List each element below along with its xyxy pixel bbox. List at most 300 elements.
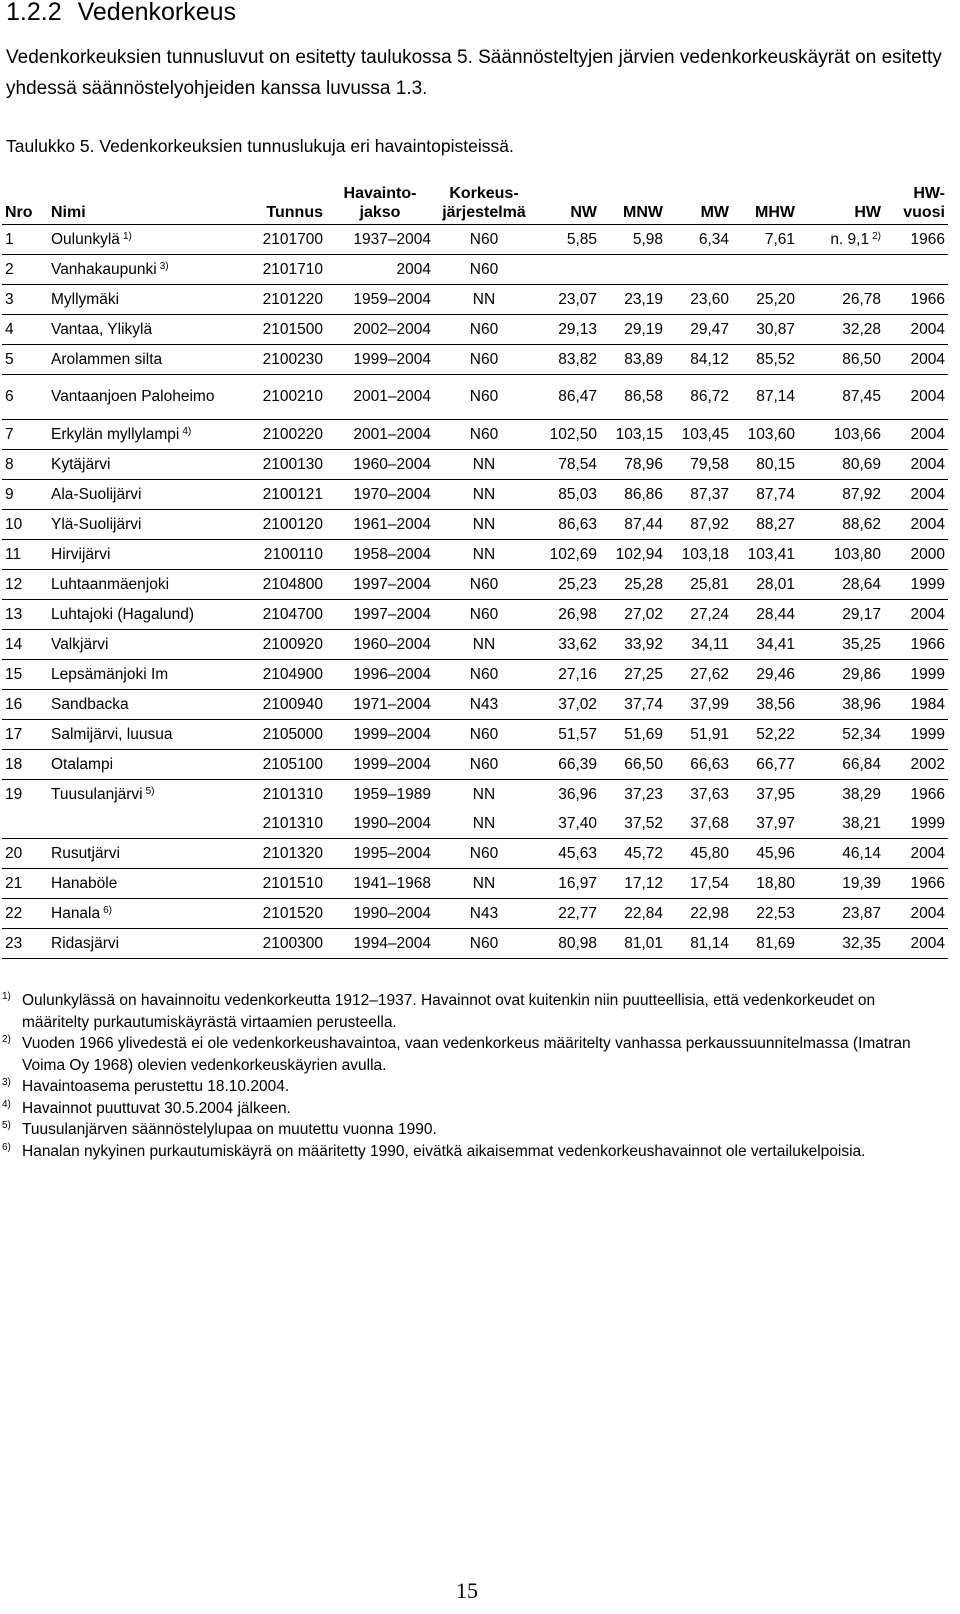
cell-tunnus: 2101510 <box>240 869 326 899</box>
cell-mhw: 34,41 <box>732 630 798 660</box>
cell-nro: 3 <box>2 285 48 315</box>
cell-nro: 18 <box>2 750 48 780</box>
cell-nro: 2 <box>2 255 48 285</box>
cell-nw: 85,03 <box>534 480 600 510</box>
header-korkeusjarjestelma: Korkeus- järjestelmä <box>434 172 534 225</box>
cell-mnw: 66,50 <box>600 750 666 780</box>
cell-nw: 16,97 <box>534 869 600 899</box>
cell-jakso: 1937–2004 <box>326 225 434 255</box>
cell-nw: 29,13 <box>534 315 600 345</box>
cell-mnw: 45,72 <box>600 839 666 869</box>
cell-nro: 20 <box>2 839 48 869</box>
table-caption: Taulukko 5. Vedenkorkeuksien tunnuslukuja eri havaintopisteissä. <box>6 136 514 156</box>
cell-nro: 5 <box>2 345 48 375</box>
footnote-ref: 5) <box>145 785 155 797</box>
cell-hw-vuosi: 2002 <box>884 750 948 780</box>
footnote-text: Tuusulanjärven säännöstelylupaa on muutettu vuonna 1990. <box>22 1121 437 1138</box>
cell-korkeusjarjestelma: N43 <box>434 899 534 929</box>
cell-jakso: 1990–2004 <box>326 899 434 929</box>
cell-tunnus: 2101320 <box>240 839 326 869</box>
cell-nro: 1 <box>2 225 48 255</box>
cell-nimi: Arolammen silta <box>48 345 240 375</box>
cell-nw: 33,62 <box>534 630 600 660</box>
cell-jakso: 1941–1968 <box>326 869 434 899</box>
cell-hw-vuosi: 1999 <box>884 720 948 750</box>
cell-nw: 37,02 <box>534 690 600 720</box>
cell-nimi: Vanhakaupunki $^{3)}$ <box>48 255 240 285</box>
cell-hw-vuosi: 2004 <box>884 899 948 929</box>
cell-mhw: 30,87 <box>732 315 798 345</box>
cell-mnw: 23,19 <box>600 285 666 315</box>
cell-mw: 27,24 <box>666 600 732 630</box>
cell-mnw: 81,01 <box>600 929 666 959</box>
cell-korkeusjarjestelma: NN <box>434 450 534 480</box>
table-row <box>2 630 948 660</box>
table-row <box>2 420 948 450</box>
cell-jakso: 1961–2004 <box>326 510 434 540</box>
cell-mw: 27,62 <box>666 660 732 690</box>
footnote-text: Hanalan nykyinen purkautumiskäyrä on määritetty 1990, eivätkä aikaisemmat vedenkorkeushavainnot ole vertailukelpoisia. <box>22 1142 866 1160</box>
cell-nw: 5,85 <box>534 225 600 255</box>
cell-mhw: 87,74 <box>732 480 798 510</box>
cell-mhw <box>732 255 798 285</box>
table-row <box>2 690 948 720</box>
cell-nimi: Ridasjärvi <box>48 929 240 959</box>
cell-nimi: Rusutjärvi <box>48 839 240 869</box>
header-mnw: MNW <box>600 172 666 225</box>
cell-korkeusjarjestelma: N60 <box>434 600 534 630</box>
cell-korkeusjarjestelma: N60 <box>434 720 534 750</box>
cell-mw <box>666 255 732 285</box>
cell-tunnus: 2100130 <box>240 450 326 480</box>
cell-nimi: Lepsämänjoki Im <box>48 660 240 690</box>
cell-nimi: Vantaanjoen Paloheimo <box>48 375 240 420</box>
cell-jakso: 1997–2004 <box>326 600 434 630</box>
cell-tunnus: 2104700 <box>240 600 326 630</box>
cell-mnw: 103,15 <box>600 420 666 450</box>
intro-paragraph: Vedenkorkeuksien tunnusluvut on esitetty taulukossa 5. Säännösteltyjen järvien vedenkorkeuskäyrät on esitetty yhdessä säännöstelyohjeiden kanssa luvussa 1.3. <box>6 47 942 99</box>
cell-mnw: 29,19 <box>600 315 666 345</box>
cell-nw: 102,50 <box>534 420 600 450</box>
table-row <box>2 315 948 345</box>
cell-jakso: 2001–2004 <box>326 420 434 450</box>
header-mhw: MHW <box>732 172 798 225</box>
cell-hw: 29,17 <box>798 600 884 630</box>
cell-tunnus: 2100920 <box>240 630 326 660</box>
cell-mw: 22,98 <box>666 899 732 929</box>
cell-hw-vuosi: 1966 <box>884 630 948 660</box>
cell-tunnus: 2101710 <box>240 255 326 285</box>
cell-hw: 38,21 <box>798 809 884 839</box>
table-row <box>2 450 948 480</box>
cell-tunnus: 2100220 <box>240 420 326 450</box>
cell-nimi: Oulunkylä $^{1)}$ <box>48 225 240 255</box>
cell-jakso: 1999–2004 <box>326 345 434 375</box>
cell-nro: 23 <box>2 929 48 959</box>
cell-mw: 23,60 <box>666 285 732 315</box>
cell-mw: 79,58 <box>666 450 732 480</box>
table-row <box>2 720 948 750</box>
cell-hw-vuosi: 2004 <box>884 345 948 375</box>
footnote <box>2 1033 942 1076</box>
cell-hw: 35,25 <box>798 630 884 660</box>
cell-hw: 88,62 <box>798 510 884 540</box>
cell-tunnus: 2100940 <box>240 690 326 720</box>
cell-hw-vuosi: 1966 <box>884 285 948 315</box>
cell-mw: 103,45 <box>666 420 732 450</box>
cell-jakso: 1996–2004 <box>326 660 434 690</box>
page-number: 15 <box>456 1578 478 1603</box>
table-row <box>2 375 948 420</box>
cell-tunnus: 2104800 <box>240 570 326 600</box>
cell-mnw: 17,12 <box>600 869 666 899</box>
cell-mw: 17,54 <box>666 869 732 899</box>
cell-korkeusjarjestelma: NN <box>434 480 534 510</box>
header-nro: Nro <box>2 172 48 225</box>
cell-hw-vuosi: 1999 <box>884 660 948 690</box>
cell-korkeusjarjestelma: N60 <box>434 929 534 959</box>
cell-nw: 80,98 <box>534 929 600 959</box>
cell-mnw: 86,86 <box>600 480 666 510</box>
cell-korkeusjarjestelma: N60 <box>434 660 534 690</box>
table-row <box>2 809 948 839</box>
cell-mnw <box>600 255 666 285</box>
cell-hw: 103,66 <box>798 420 884 450</box>
cell-mnw: 86,58 <box>600 375 666 420</box>
footnote-text: Havaintoasema perustettu 18.10.2004. <box>22 1078 290 1095</box>
cell-korkeusjarjestelma: N43 <box>434 690 534 720</box>
cell-tunnus: 2100121 <box>240 480 326 510</box>
cell-nro: 6 <box>2 375 48 420</box>
cell-hw-vuosi: 1999 <box>884 809 948 839</box>
cell-hw-vuosi: 1966 <box>910 785 945 803</box>
cell-mhw: 85,52 <box>732 345 798 375</box>
cell-mw: 37,68 <box>666 809 732 839</box>
cell-korkeusjarjestelma: N60 <box>434 225 534 255</box>
cell-tunnus: 2105000 <box>240 720 326 750</box>
cell-jakso: 1999–2004 <box>326 750 434 780</box>
cell-tunnus: 2100120 <box>240 510 326 540</box>
cell-mhw: 28,01 <box>732 570 798 600</box>
cell-nro: 14 <box>2 630 48 660</box>
cell-nw: 23,07 <box>534 285 600 315</box>
cell-hw-vuosi: 2004 <box>884 839 948 869</box>
cell-nw: 26,98 <box>534 600 600 630</box>
cell-korkeusjarjestelma: NN <box>434 510 534 540</box>
footnote-ref: 1) <box>122 230 132 242</box>
cell-nro <box>2 809 48 839</box>
cell-mhw: 37,97 <box>732 809 798 839</box>
footnote-mark: 3) <box>2 1077 11 1088</box>
cell-hw: 86,50 <box>798 345 884 375</box>
cell-hw: 87,45 <box>798 375 884 420</box>
cell-mhw: 103,41 <box>732 540 798 570</box>
cell-mhw: 22,53 <box>732 899 798 929</box>
header-jakso: Havainto- jakso <box>326 172 434 225</box>
cell-tunnus: 2100110 <box>240 540 326 570</box>
footnote-mark: 2) <box>2 1034 11 1045</box>
cell-mhw: 87,14 <box>732 375 798 420</box>
table-row <box>2 929 948 959</box>
footnote-text: Oulunkylässä on havainnoitu vedenkorkeutta 1912–1937. Havainnot ovat kuitenkin niin puutteellisia, että vedenkorkeudet on määritelty purkautumiskäyrästä virtaamien perusteella. <box>22 992 876 1031</box>
cell-mw: 81,14 <box>666 929 732 959</box>
cell-hw: 32,28 <box>798 315 884 345</box>
cell-korkeusjarjestelma: NN <box>434 809 534 839</box>
cell-mnw: 22,84 <box>600 899 666 929</box>
header-mw: MW <box>666 172 732 225</box>
cell-mnw: 25,28 <box>600 570 666 600</box>
cell-hw-vuosi: 2004 <box>884 375 948 420</box>
cell-hw: 26,78 <box>798 285 884 315</box>
cell-jakso: 1959–2004 <box>326 285 434 315</box>
cell-nro: 11 <box>2 540 48 570</box>
cell-nro: 17 <box>2 720 48 750</box>
cell-hw: 23,87 <box>798 899 884 929</box>
table-row <box>2 780 948 810</box>
table-row <box>2 600 948 630</box>
footnote-mark: 4) <box>2 1098 11 1110</box>
cell-jakso: 1990–2004 <box>326 809 434 839</box>
cell-korkeusjarjestelma: N60 <box>434 375 534 420</box>
cell-korkeusjarjestelma: NN <box>434 540 534 570</box>
cell-korkeusjarjestelma: N60 <box>434 750 534 780</box>
cell-mhw: 29,46 <box>732 660 798 690</box>
cell-jakso: 1959–1989 <box>353 785 431 803</box>
cell-nw: 37,40 <box>534 809 600 839</box>
cell-jakso: 1997–2004 <box>326 570 434 600</box>
cell-tunnus: 2101310 <box>240 809 326 839</box>
cell-nro: 19 <box>5 785 23 803</box>
cell-nimi: Myllymäki <box>48 285 240 315</box>
cell-hw: 38,96 <box>798 690 884 720</box>
cell-korkeusjarjestelma: N60 <box>434 570 534 600</box>
cell-hw-vuosi: 1966 <box>884 869 948 899</box>
section-number: 1.2.2 <box>6 0 62 26</box>
cell-mhw: 7,61 <box>732 225 798 255</box>
cell-tunnus: 2104900 <box>240 660 326 690</box>
cell-mnw: 102,94 <box>600 540 666 570</box>
cell-mw: 103,18 <box>666 540 732 570</box>
header-hw: HW <box>798 172 884 225</box>
cell-nro: 10 <box>2 510 48 540</box>
footnote-ref: 6) <box>103 904 113 916</box>
cell-korkeusjarjestelma: N60 <box>434 839 534 869</box>
table-row <box>2 225 948 255</box>
cell-mw: 51,91 <box>666 720 732 750</box>
header-nw: NW <box>534 172 600 225</box>
cell-mnw: 33,92 <box>600 630 666 660</box>
footnote <box>2 1076 942 1098</box>
cell-mw: 86,72 <box>666 375 732 420</box>
cell-hw: n. 9,1 $^{2)}$ <box>798 225 884 255</box>
cell-jakso: 1960–2004 <box>326 630 434 660</box>
table-row <box>2 750 948 780</box>
table-row <box>2 660 948 690</box>
cell-mw: 37,99 <box>666 690 732 720</box>
cell-mhw: 88,27 <box>732 510 798 540</box>
cell-nro: 16 <box>2 690 48 720</box>
cell-tunnus: 2101310 <box>262 785 323 803</box>
header-hw-vuosi: HW- vuosi <box>884 172 948 225</box>
table-body <box>2 225 948 959</box>
header-tunnus: Tunnus <box>240 172 326 225</box>
footnote <box>2 1119 942 1141</box>
cell-nw: 36,96 <box>558 785 597 803</box>
cell-mnw: 51,69 <box>600 720 666 750</box>
cell-nimi: Salmijärvi, luusua <box>48 720 240 750</box>
cell-nimi: Sandbacka <box>48 690 240 720</box>
cell-mhw: 18,80 <box>732 869 798 899</box>
cell-mnw: 5,98 <box>600 225 666 255</box>
cell-jakso: 1960–2004 <box>326 450 434 480</box>
table-row <box>2 480 948 510</box>
cell-mnw: 37,23 <box>624 785 663 803</box>
footnote-text: Havainnot puuttuvat 30.5.2004 jälkeen. <box>22 1099 291 1117</box>
cell-korkeusjarjestelma: N60 <box>434 315 534 345</box>
cell-mhw: 25,20 <box>732 285 798 315</box>
cell-hw: 87,92 <box>798 480 884 510</box>
cell-mnw: 37,52 <box>600 809 666 839</box>
table-row <box>2 540 948 570</box>
cell-nw: 78,54 <box>534 450 600 480</box>
cell-nw: 83,82 <box>534 345 600 375</box>
cell-mhw: 80,15 <box>732 450 798 480</box>
cell-nw: 86,47 <box>534 375 600 420</box>
cell-mhw: 66,77 <box>732 750 798 780</box>
cell-mhw: 45,96 <box>732 839 798 869</box>
cell-hw-vuosi: 2004 <box>884 480 948 510</box>
cell-tunnus: 2100300 <box>240 929 326 959</box>
cell-nro: 15 <box>2 660 48 690</box>
cell-korkeusjarjestelma: N60 <box>434 420 534 450</box>
cell-mw: 45,80 <box>666 839 732 869</box>
cell-korkeusjarjestelma: NN <box>434 869 534 899</box>
footnote <box>2 1098 942 1120</box>
cell-nimi: Otalampi <box>48 750 240 780</box>
cell-nimi: Hanaböle <box>48 869 240 899</box>
cell-hw-vuosi: 2004 <box>884 600 948 630</box>
footnotes <box>2 990 942 1162</box>
cell-hw: 46,14 <box>798 839 884 869</box>
cell-nro: 9 <box>2 480 48 510</box>
header-nimi: Nimi <box>48 172 240 225</box>
cell-hw-vuosi: 2004 <box>884 450 948 480</box>
cell-jakso: 1995–2004 <box>326 839 434 869</box>
cell-mnw: 27,25 <box>600 660 666 690</box>
cell-nimi: Luhtajoki (Hagalund) <box>48 600 240 630</box>
table-row <box>2 345 948 375</box>
cell-mw: 29,47 <box>666 315 732 345</box>
cell-tunnus: 2105100 <box>240 750 326 780</box>
footnote-ref: 4) <box>182 425 192 437</box>
cell-tunnus: 2101500 <box>240 315 326 345</box>
cell-nimi: Valkjärvi <box>48 630 240 660</box>
footnote <box>2 1141 942 1163</box>
cell-jakso: 2002–2004 <box>326 315 434 345</box>
footnote-ref: 2) <box>872 230 881 242</box>
cell-nimi: Luhtaanmäenjoki <box>48 570 240 600</box>
cell-mw: 84,12 <box>666 345 732 375</box>
cell-korkeusjarjestelma: N60 <box>434 255 534 285</box>
cell-mw: 6,34 <box>666 225 732 255</box>
table-row <box>2 510 948 540</box>
cell-hw: 103,80 <box>798 540 884 570</box>
cell-mnw: 87,44 <box>600 510 666 540</box>
cell-mhw: 28,44 <box>732 600 798 630</box>
cell-mnw: 37,74 <box>600 690 666 720</box>
table-row <box>2 570 948 600</box>
cell-tunnus: 2101700 <box>240 225 326 255</box>
table-row <box>2 899 948 929</box>
footnote <box>2 990 942 1033</box>
cell-hw: 28,64 <box>798 570 884 600</box>
cell-jakso: 1971–2004 <box>326 690 434 720</box>
cell-korkeusjarjestelma: NN <box>434 630 534 660</box>
cell-mhw: 38,56 <box>732 690 798 720</box>
cell-nw <box>534 255 600 285</box>
cell-mw: 66,63 <box>666 750 732 780</box>
table-row <box>2 869 948 899</box>
cell-hw: 66,84 <box>798 750 884 780</box>
cell-nro: 22 <box>2 899 48 929</box>
cell-nimi: Ala-Suolijärvi <box>48 480 240 510</box>
cell-hw-vuosi: 2004 <box>884 510 948 540</box>
cell-nro: 4 <box>2 315 48 345</box>
cell-nimi: Hirvijärvi <box>48 540 240 570</box>
cell-mhw: 52,22 <box>732 720 798 750</box>
cell-nimi <box>48 809 240 839</box>
cell-tunnus: 2100210 <box>240 375 326 420</box>
cell-tunnus: 2100230 <box>240 345 326 375</box>
footnote-ref: 3) <box>159 260 169 272</box>
cell-hw-vuosi: 1966 <box>884 225 948 255</box>
cell-hw <box>798 255 884 285</box>
cell-jakso: 1999–2004 <box>326 720 434 750</box>
footnote-mark: 5) <box>2 1120 11 1131</box>
cell-mw: 25,81 <box>666 570 732 600</box>
cell-nro: 21 <box>2 869 48 899</box>
cell-nimi: Vantaa, Ylikylä <box>48 315 240 345</box>
cell-mnw: 78,96 <box>600 450 666 480</box>
cell-nw: 25,23 <box>534 570 600 600</box>
cell-mw: 87,92 <box>666 510 732 540</box>
cell-hw: 80,69 <box>798 450 884 480</box>
section-heading <box>6 0 236 27</box>
cell-nw: 22,77 <box>534 899 600 929</box>
table-row <box>2 255 948 285</box>
cell-mhw: 103,60 <box>732 420 798 450</box>
table-row <box>2 839 948 869</box>
cell-jakso: 1958–2004 <box>326 540 434 570</box>
cell-hw-vuosi: 2004 <box>884 929 948 959</box>
cell-korkeusjarjestelma: NN <box>472 785 496 803</box>
cell-hw: 32,35 <box>798 929 884 959</box>
cell-hw: 38,29 <box>842 785 881 803</box>
cell-mw: 87,37 <box>666 480 732 510</box>
footnote-mark: 6) <box>2 1141 11 1153</box>
cell-hw-vuosi: 1999 <box>884 570 948 600</box>
cell-korkeusjarjestelma: N60 <box>434 345 534 375</box>
cell-nw: 102,69 <box>534 540 600 570</box>
cell-nro: 7 <box>2 420 48 450</box>
cell-nro: 12 <box>2 570 48 600</box>
section-title: Vedenkorkeus <box>77 0 237 26</box>
footnote-mark: 1) <box>2 991 11 1002</box>
cell-jakso: 1970–2004 <box>326 480 434 510</box>
cell-nw: 27,16 <box>534 660 600 690</box>
table-row <box>2 285 948 315</box>
cell-mhw: 81,69 <box>732 929 798 959</box>
